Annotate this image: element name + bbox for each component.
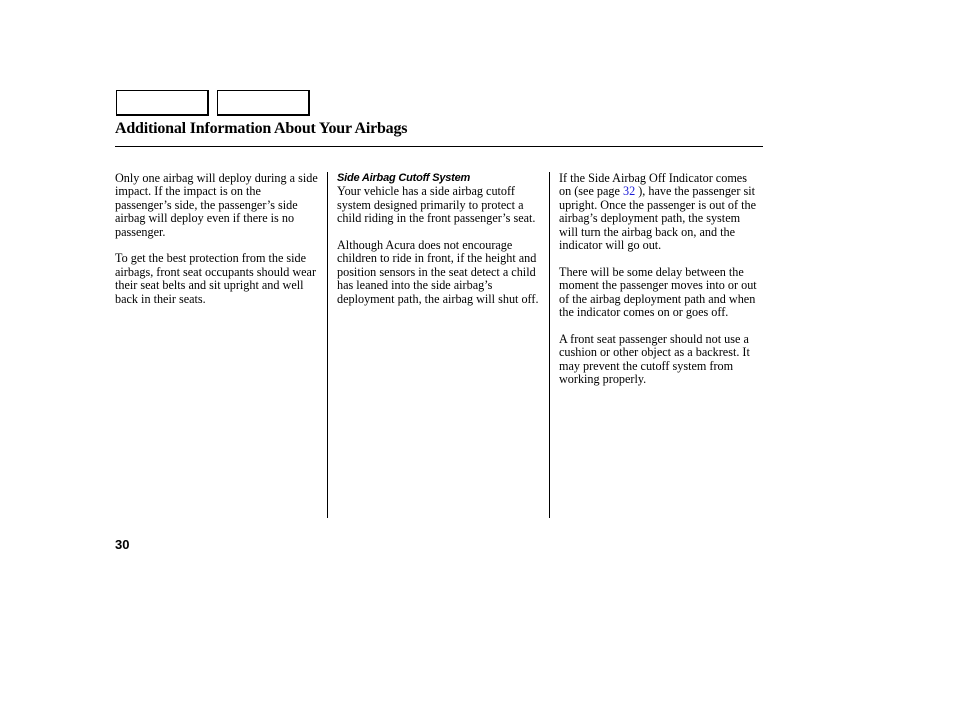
page-reference-link[interactable]: 32 [622,184,636,199]
column-divider [549,172,550,518]
paragraph: To get the best protection from the side airbags, front seat occupants should wear their seat belts and sit upright and well back in their seats. [115,251,317,306]
column-divider [327,172,328,518]
page-title: Additional Information About Your Airbags [115,120,408,137]
text-column-2 [337,172,542,319]
paragraph: There will be some delay between the moment the passenger moves into or out of the airbag deployment path and when the indicator comes on or goes off. [559,264,757,320]
paragraph: A front seat passenger should not use a cushion or other object as a backrest. It may prevent the cutoff system from working properly. [559,331,750,387]
nav-button-main-menu[interactable] [116,90,209,116]
text-column-3 [559,172,759,400]
section-subheading: Side Airbag Cutoff System [337,172,471,184]
paragraph [559,172,759,252]
paragraph-text: ), have the passenger sit upright. Once the passenger is out of the airbag’s deployment path, the system will turn the airbag back on, and the indicator will go out. [559,184,756,253]
nav-button-table-of-contents[interactable] [217,90,310,116]
paragraph-text: If the Side Airbag Off Indicator comes on (see page [559,171,747,199]
page-number: 30 [115,537,130,552]
text-column-1 [115,172,320,319]
title-divider [115,146,763,147]
paragraph: Only one airbag will deploy during a side impact. If the impact is on the passenger’s side, the passenger’s side airbag will deploy even if there is no passenger. [115,171,318,239]
paragraph: Your vehicle has a side airbag cutoff system designed primarily to protect a child riding in the front passenger’s seat. [337,184,536,226]
paragraph: Although Acura does not encourage children to ride in front, if the height and position sensors in the seat detect a child has leaned into the side airbag’s deployment path, the airbag will shut off. [337,238,539,306]
